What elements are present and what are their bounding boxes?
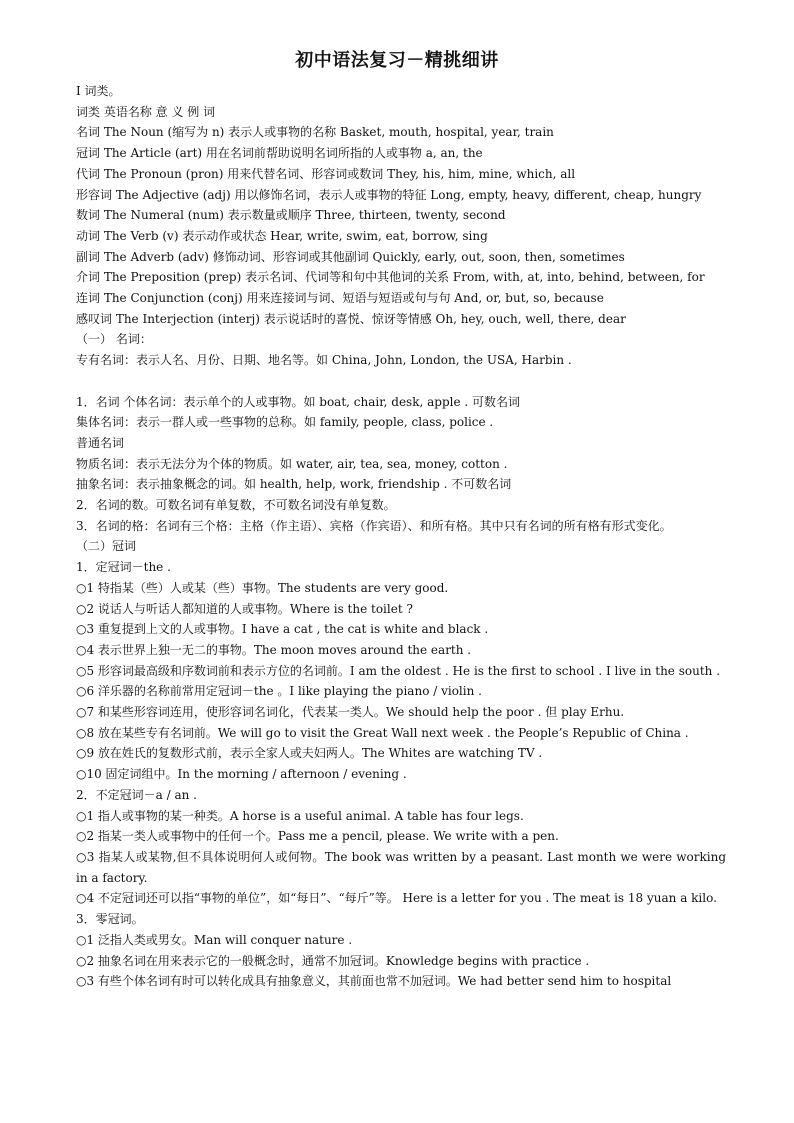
document-body <box>76 81 726 992</box>
definite-article-heading: 1．定冠词－the . <box>76 560 171 575</box>
section-heading-articles: （二）冠词 <box>76 539 137 554</box>
definite-rule-7: ○7 和某些形容词连用，使形容词名词化，代表某一类人。We should help the poor . 但 play Erhu. <box>76 705 625 720</box>
definite-rule-9: ○9 放在姓氏的复数形式前，表示全家人或夫妇两人。The Whites are watching TV . <box>76 746 543 761</box>
heading-word-classes: Ⅰ 词类。 <box>76 84 121 98</box>
definite-rule-5: ○5 形容词最高级和序数词前和表示方位的名词前。I am the oldest . He is the first to school . I live in the south . <box>76 663 721 678</box>
noun-point-1: 1．名词 个体名词：表示单个的人或事物。如 boat, chair, desk, apple . 可数名词 <box>76 394 521 409</box>
word-class-preposition: 介词 The Preposition (prep) 表示名词、代词等和句中其他词的关系 From, with, at, into, behind, between, for <box>76 270 705 285</box>
zero-rule-3: ○3 有些个体名词有时可以转化成具有抽象意义，其前面也常不加冠词。We had better send him to hospital <box>76 974 672 989</box>
word-class-adjective: 形容词 The Adjective (adj) 用以修饰名词，表示人或事物的特征 Long, empty, heavy, different, cheap, hungry <box>76 187 702 202</box>
word-class-article: 冠词 The Article (art) 用在名词前帮助说明名词所指的人或事物 a, an, the <box>76 146 483 161</box>
indefinite-rule-4: ○4 不定冠词还可以指“事物的单位”，如“每日”、“每斤”等。 Here is a letter for you . The meat is 18 yuan a kilo. <box>76 891 717 906</box>
indefinite-article-heading: 2．不定冠词－a / an . <box>76 787 197 802</box>
noun-point-3: 3．名词的格：名词有三个格：主格（作主语）、宾格（作宾语）、和所有格。其中只有名词的所有格有形式变化。 <box>76 518 672 533</box>
table-header-line: 词类 英语名称 意 义 例 词 <box>76 104 216 119</box>
word-class-adverb: 副词 The Adverb (adv) 修饰动词、形容词或其他副词 Quickly, early, out, soon, then, sometimes <box>76 249 625 264</box>
common-noun-line: 普通名词 <box>76 435 125 450</box>
material-noun-line: 物质名词：表示无法分为个体的物质。如 water, air, tea, sea, money, cotton . <box>76 456 508 471</box>
section-heading-nouns: （一） 名词： <box>76 332 152 347</box>
definite-rule-8: ○8 放在某些专有名词前。We will go to visit the Great Wall next week . the People’s Republic of China . <box>76 725 689 740</box>
zero-rule-2: ○2 抽象名词在用来表示它的一般概念时，通常不加冠词。Knowledge begins with practice . <box>76 953 590 968</box>
word-class-verb: 动词 The Verb (v) 表示动作或状态 Hear, write, swim, eat, borrow, sing <box>76 228 488 243</box>
zero-article-heading: 3．零冠词。 <box>76 912 144 927</box>
collective-noun-line: 集体名词：表示一群人或一些事物的总称。如 family, people, class, police . <box>76 415 494 430</box>
word-class-interjection: 感叹词 The Interjection (interj) 表示说话时的喜悦、惊讶等情感 Oh, hey, ouch, well, there, dear <box>76 311 626 326</box>
word-class-noun: 名词 The Noun (缩写为 n) 表示人或事物的名称 Basket, mouth, hospital, year, train <box>76 125 554 140</box>
noun-point-2: 2．名词的数。可数名词有单复数，不可数名词没有单复数。 <box>76 498 396 513</box>
proper-noun-line: 专有名词：表示人名、月份、日期、地名等。如 China, John, London, the USA, Harbin . <box>76 353 572 368</box>
word-class-pronoun: 代词 The Pronoun (pron) 用来代替名词、形容词或数词 They, his, him, mine, which, all <box>76 166 576 181</box>
indefinite-rule-2: ○2 指某一类人或事物中的任何一个。Pass me a pencil, please. We write with a pen. <box>76 829 559 844</box>
definite-rule-6: ○6 洋乐器的名称前常用定冠词－the 。I like playing the piano / violin . <box>76 684 482 699</box>
indefinite-rule-1: ○1 指人或事物的某一种类。A horse is a useful animal. A table has four legs. <box>76 808 524 823</box>
definite-rule-3: ○3 重复提到上文的人或事物。I have a cat , the cat is white and black . <box>76 622 489 637</box>
definite-rule-10: ○10 固定词组中。In the morning / afternoon / evening . <box>76 767 407 782</box>
word-class-numeral: 数词 The Numeral (num) 表示数量或顺序 Three, thirteen, twenty, second <box>76 208 506 223</box>
word-class-conjunction: 连词 The Conjunction (conj) 用来连接词与词、短语与短语或句与句 And, or, but, so, because <box>76 291 604 306</box>
indefinite-rule-3: ○3 指某人或某物,但不具体说明何人或何物。The book was written by a peasant. Last month we were working in a factory. <box>76 850 726 885</box>
document-title: 初中语法复习－精挑细讲 <box>295 50 499 71</box>
definite-rule-4: ○4 表示世界上独一无二的事物。The moon moves around the earth . <box>76 642 472 657</box>
abstract-noun-line: 抽象名词：表示抽象概念的词。如 health, help, work, friendship . 不可数名词 <box>76 477 512 492</box>
definite-rule-1: ○1 特指某（些）人或某（些）事物。The students are very good. <box>76 580 449 595</box>
blank-line <box>76 371 726 392</box>
zero-rule-1: ○1 泛指人类或男女。Man will conquer nature . <box>76 932 353 947</box>
definite-rule-2: ○2 说话人与听话人都知道的人或事物。Where is the toilet ? <box>76 601 413 616</box>
